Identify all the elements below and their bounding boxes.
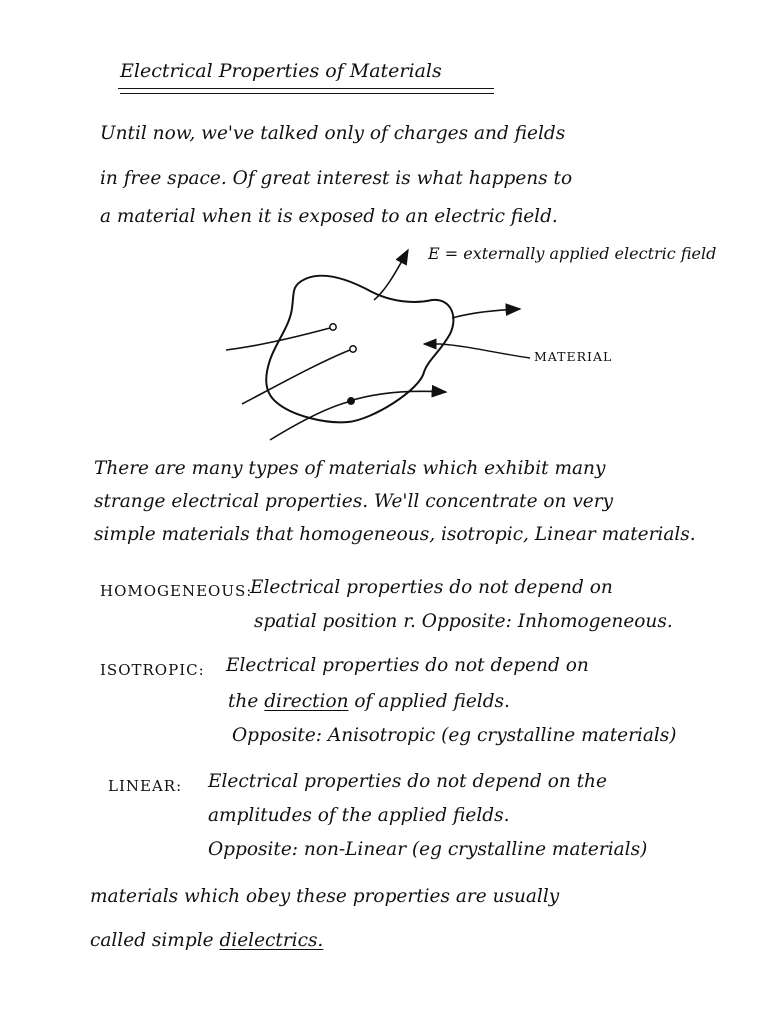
isotropic-line-2: [228, 691, 510, 712]
conclusion-line-2-pre: called simple: [90, 930, 214, 951]
homogeneous-line-2: spatial position r. Opposite: Inhomogeneous.: [254, 611, 673, 632]
intro-line-3: a material when it is exposed to an electric field.: [100, 206, 558, 227]
para2-line-1: There are many types of materials which exhibit many: [94, 458, 606, 479]
isotropic-term: ISOTROPIC:: [100, 661, 205, 679]
field-label: E = externally applied electric field: [428, 244, 717, 263]
dielectrics-underlined: dielectrics.: [219, 930, 324, 951]
page-title: Electrical Properties of Materials: [120, 60, 442, 82]
isotropic-line-2-post: of applied fields.: [354, 691, 510, 712]
field-line-2: [242, 350, 350, 404]
material-blob: [266, 276, 453, 423]
linear-line-1: Electrical properties do not depend on the: [208, 771, 607, 792]
para2-line-2: strange electrical properties. We'll concentrate on very: [94, 491, 614, 512]
homogeneous-term: HOMOGENEOUS:: [100, 582, 253, 600]
dipole-1: [330, 324, 336, 330]
field-arrow-up: [374, 250, 408, 300]
conclusion-line-1: materials which obey these properties are usually: [90, 886, 560, 907]
intro-line-2: in free space. Of great interest is what happens to: [100, 168, 573, 189]
isotropic-line-3: Opposite: Anisotropic (eg crystalline materials): [232, 725, 677, 746]
field-line-1: [226, 328, 330, 350]
conclusion-line-2: [90, 930, 323, 951]
dipole-3: [348, 398, 354, 404]
homogeneous-line-1: Electrical properties do not depend on: [250, 577, 613, 598]
material-label: MATERIAL: [534, 349, 613, 364]
dipole-2: [350, 346, 356, 352]
linear-line-2: amplitudes of the applied fields.: [208, 805, 510, 826]
intro-line-1: Until now, we've talked only of charges and fields: [100, 123, 566, 144]
direction-underlined: direction: [264, 691, 349, 712]
material-pointer-arrow: [424, 344, 530, 358]
isotropic-line-2-pre: the: [228, 691, 259, 712]
field-line-3: [270, 402, 348, 440]
linear-line-3: Opposite: non-Linear (eg crystalline materials): [208, 839, 648, 860]
isotropic-line-1: Electrical properties do not depend on: [226, 655, 589, 676]
field-arrow-right: [452, 309, 520, 318]
linear-term: LINEAR:: [108, 777, 183, 795]
para2-line-3: simple materials that homogeneous, isotropic, Linear materials.: [94, 524, 696, 545]
